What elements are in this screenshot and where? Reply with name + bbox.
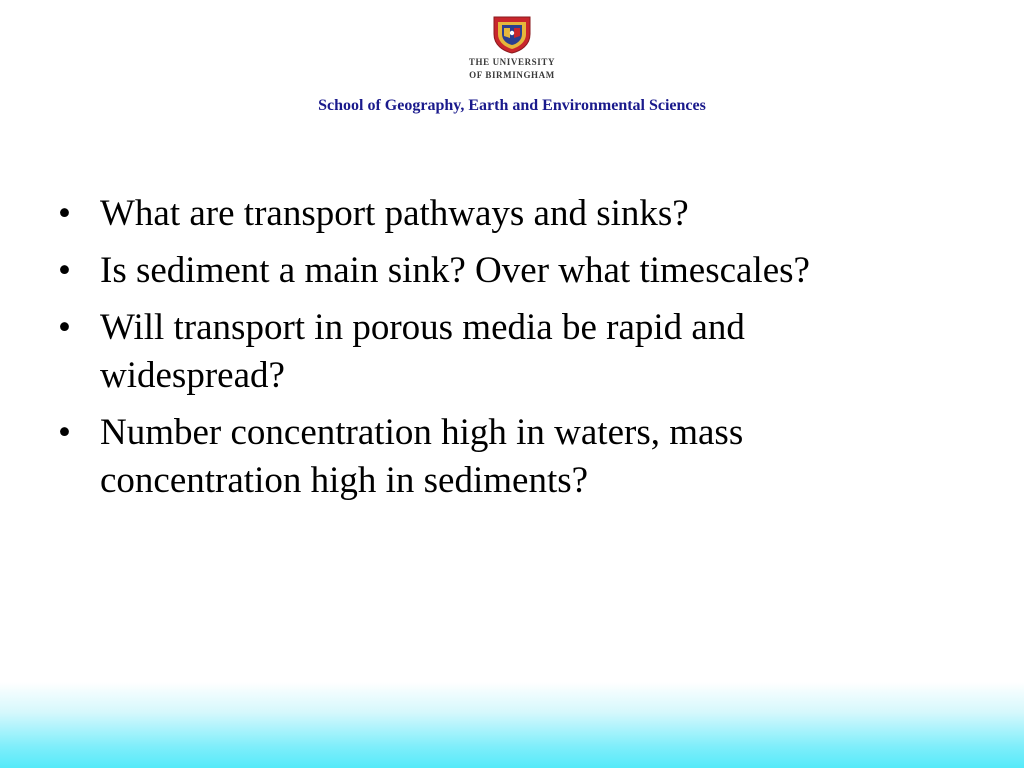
bullet-list — [58, 190, 918, 514]
bullet-item — [58, 304, 918, 400]
bullet-item — [58, 409, 918, 505]
footer-gradient-band — [0, 682, 1024, 768]
bullet-text: Number concentration high in waters, mass concentration high in sediments? — [100, 412, 744, 501]
university-crest-icon — [491, 14, 533, 54]
university-logo — [0, 14, 1024, 80]
bullet-dot-icon: • — [58, 193, 71, 234]
university-name-line-1: THE UNIVERSITY — [468, 57, 556, 67]
bullet-item — [58, 247, 918, 295]
school-title: School of Geography, Earth and Environmental Sciences — [318, 97, 706, 114]
bullet-text: Will transport in porous media be rapid and widespread? — [100, 307, 745, 396]
bullet-text: What are transport pathways and sinks? — [100, 193, 689, 234]
bullet-item — [58, 190, 918, 238]
bullet-dot-icon: • — [58, 307, 71, 348]
bullet-dot-icon: • — [58, 412, 71, 453]
university-name-line-2: OF BIRMINGHAM — [469, 70, 555, 80]
bullet-text: Is sediment a main sink? Over what timescales? — [100, 250, 810, 291]
bullet-dot-icon: • — [58, 250, 71, 291]
